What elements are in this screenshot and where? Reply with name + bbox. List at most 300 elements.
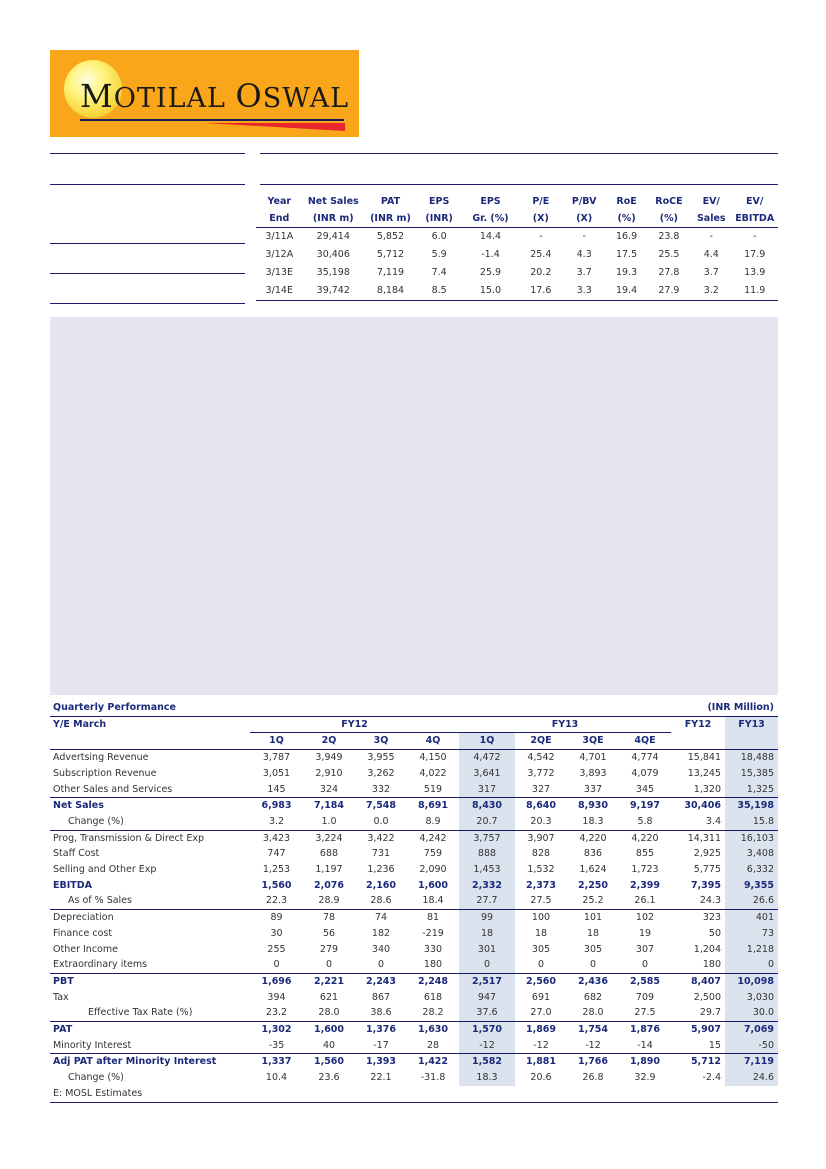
table-cell: 32.9 — [634, 1072, 656, 1084]
table-cell: 2,332 — [459, 878, 515, 894]
table-cell: 28 — [426, 1039, 440, 1051]
table-row — [50, 862, 778, 878]
table-row — [256, 264, 778, 282]
table-row — [256, 246, 778, 264]
column-header: (X) — [562, 210, 606, 228]
row-label: Net Sales — [50, 798, 250, 814]
table-cell: - — [582, 231, 586, 242]
table-cell: 8,430 — [459, 798, 515, 814]
column-header: RoCE — [655, 196, 683, 207]
table-cell: 30 — [270, 927, 283, 939]
table-cell: 50 — [708, 927, 721, 939]
table-cell: 836 — [583, 848, 603, 860]
table-cell: 8.9 — [425, 815, 441, 827]
table-cell: 4,542 — [527, 752, 555, 764]
table-cell: 102 — [619, 910, 671, 926]
fy12-total-header: FY12 — [684, 718, 712, 730]
table-cell: -12 — [533, 1039, 549, 1051]
table-cell: 5,775 — [693, 864, 721, 876]
table-cell: 27.7 — [459, 893, 515, 909]
table-cell: 4,242 — [407, 830, 459, 846]
row-label: Finance cost — [53, 927, 113, 939]
table-cell: 401 — [725, 910, 778, 926]
table-cell: 7,395 — [690, 879, 721, 891]
table-cell: 7.4 — [431, 267, 447, 278]
row-label: Tax — [53, 991, 69, 1003]
table-cell: 40 — [322, 1039, 336, 1051]
fy13-total-header: FY13 — [725, 716, 778, 733]
table-cell: 1,453 — [459, 862, 515, 878]
column-header: EV/ — [702, 196, 720, 207]
logo-swoosh — [205, 123, 345, 131]
table-cell: 2,373 — [525, 879, 557, 891]
table-cell: 1,560 — [261, 879, 292, 891]
table-cell: 18.3 — [582, 815, 604, 827]
table-cell: 78 — [303, 910, 355, 926]
table-cell: 20.6 — [530, 1072, 552, 1084]
table-cell: 1,876 — [619, 1022, 671, 1038]
table-cell: 4,774 — [631, 752, 659, 764]
divider — [260, 184, 778, 185]
table-cell: 888 — [459, 846, 515, 862]
table-cell: 709 — [635, 991, 655, 1003]
table-cell: 81 — [407, 910, 459, 926]
table-cell: -31.8 — [420, 1072, 446, 1084]
table-row — [50, 814, 778, 830]
table-row — [50, 782, 778, 798]
table-cell: 18.3 — [459, 1070, 515, 1086]
table-cell: 20.3 — [530, 815, 552, 827]
table-cell: 99 — [459, 910, 515, 926]
table-cell: 345 — [635, 783, 655, 795]
table-cell: -219 — [422, 927, 444, 939]
quarter-header-row — [50, 733, 778, 750]
table-cell: 6.0 — [431, 231, 447, 242]
table-cell: 22.3 — [265, 895, 288, 907]
table-cell: 307 — [635, 943, 655, 955]
row-label: PBT — [50, 973, 250, 989]
blank-cell — [50, 733, 250, 750]
table-cell: 28.2 — [422, 1007, 444, 1019]
table-cell: 3/13E — [265, 267, 293, 278]
table-cell: 39,742 — [303, 282, 364, 301]
divider — [50, 303, 245, 304]
table-cell: 1,582 — [459, 1054, 515, 1070]
table-cell: 19.3 — [615, 267, 638, 278]
table-cell: 5.8 — [637, 815, 653, 827]
period-header-row — [50, 716, 778, 733]
row-label: Minority Interest — [53, 1039, 132, 1051]
table-row — [50, 990, 778, 1006]
table-cell: 337 — [583, 783, 603, 795]
table-cell: 394 — [267, 991, 286, 1003]
table-cell: 24.6 — [725, 1070, 778, 1086]
quarter-header: 3Q — [355, 733, 407, 750]
table-row — [50, 973, 778, 989]
table-cell: 3/11A — [265, 231, 294, 242]
table-cell: 6,983 — [250, 798, 303, 814]
table-cell: 8,184 — [364, 282, 417, 301]
table-cell: 1,630 — [407, 1022, 459, 1038]
table-cell: 305 — [583, 943, 603, 955]
footnote-row — [50, 1086, 778, 1102]
table-cell: 1,197 — [315, 864, 343, 876]
table-cell: 1,723 — [631, 864, 659, 876]
table-cell: 1.0 — [321, 815, 337, 827]
ye-label: Y/E March — [53, 718, 107, 730]
table-cell: 0 — [725, 957, 778, 973]
table-row — [256, 228, 778, 247]
header-row — [256, 193, 778, 210]
table-row — [50, 878, 778, 894]
fy13-header: FY13 — [459, 716, 671, 733]
table-cell: 2,250 — [577, 879, 609, 891]
table-cell: 5,712 — [671, 1054, 725, 1070]
divider — [50, 273, 245, 274]
table-cell: 1,532 — [527, 864, 555, 876]
table-cell: 18 — [534, 927, 548, 939]
table-cell: 747 — [267, 848, 286, 860]
column-header: P/BV — [571, 196, 597, 207]
row-label: Change (%) — [68, 815, 124, 827]
table-cell: 1,376 — [355, 1022, 407, 1038]
table-cell: 3.3 — [562, 282, 606, 301]
table-cell: 2,500 — [693, 991, 721, 1003]
table-cell: 2,585 — [619, 973, 671, 989]
fy12-header: FY12 — [250, 716, 459, 733]
table-cell: 301 — [459, 942, 515, 958]
table-cell: 5.9 — [431, 249, 447, 260]
table-cell: 1,696 — [250, 973, 303, 989]
footnote: E: MOSL Estimates — [50, 1086, 778, 1102]
table-cell: 2,910 — [315, 767, 343, 779]
table-cell: 3,955 — [367, 752, 395, 764]
table-cell: 731 — [371, 848, 391, 860]
table-cell: 37.6 — [459, 1005, 515, 1021]
table-cell: 3.2 — [691, 282, 731, 301]
table-cell: 6,332 — [725, 862, 778, 878]
table-cell: 17.6 — [520, 282, 562, 301]
table-cell: 28.9 — [318, 895, 340, 907]
table-row — [50, 926, 778, 942]
divider — [50, 184, 245, 185]
column-header: (%) — [606, 210, 646, 228]
table-cell: 29.7 — [699, 1007, 721, 1019]
quarter-header: 1Q — [459, 733, 515, 750]
table-cell: 28.6 — [370, 895, 392, 907]
row-label: Other Income — [53, 943, 118, 955]
column-header: Gr. (%) — [461, 210, 519, 228]
table-cell: 0.0 — [373, 815, 389, 827]
table-cell: 1,881 — [515, 1054, 567, 1070]
table-cell: 1,320 — [693, 783, 721, 795]
table-cell: 30,406 — [671, 798, 725, 814]
logo-underline — [80, 119, 344, 121]
row-label: Advertsing Revenue — [53, 752, 149, 764]
title-row — [50, 700, 778, 716]
shaded-panel — [50, 317, 778, 695]
logo-text: MOTILAL OSWAL — [80, 77, 350, 115]
blank-cell — [671, 733, 725, 750]
table-cell: 22.1 — [370, 1072, 392, 1084]
row-label: Staff Cost — [53, 848, 100, 860]
table-cell: 7,119 — [376, 267, 405, 278]
divider — [260, 153, 778, 154]
table-cell: 2,517 — [459, 973, 515, 989]
table-cell: -14 — [637, 1039, 653, 1051]
table-cell: 11.9 — [731, 282, 778, 301]
table-cell: 4,079 — [631, 767, 659, 779]
table-cell: - — [752, 231, 757, 242]
table-cell: 19 — [638, 927, 652, 939]
table-cell: 3.7 — [703, 267, 719, 278]
row-label: Prog, Transmission & Direct Exp — [50, 830, 250, 846]
table-cell: 0 — [325, 959, 333, 971]
table-cell: 5,907 — [671, 1022, 725, 1038]
table-cell: 8,691 — [407, 798, 459, 814]
table-cell: 16,103 — [725, 830, 778, 846]
table-cell: 8.5 — [417, 282, 461, 301]
table-cell: 4,472 — [459, 750, 515, 766]
table-cell: 8,930 — [567, 798, 619, 814]
table-cell: 23.6 — [318, 1072, 340, 1084]
table-cell: 3/12A — [265, 249, 294, 260]
table-row — [50, 1070, 778, 1086]
table-row — [50, 798, 778, 814]
table-cell: 100 — [515, 910, 567, 926]
table-cell: 25.5 — [658, 249, 680, 260]
table-cell: 1,302 — [250, 1022, 303, 1038]
table-cell: 305 — [531, 943, 551, 955]
table-cell: 26.1 — [634, 895, 656, 907]
table-cell: 867 — [371, 991, 391, 1003]
table-cell: 28.0 — [582, 1007, 604, 1019]
table-cell: 2,076 — [313, 879, 345, 891]
table-cell: 27.5 — [634, 1007, 656, 1019]
table-cell: 0 — [273, 959, 280, 971]
table-cell: 0 — [589, 959, 597, 971]
table-cell: 4.3 — [576, 249, 592, 260]
quarter-header: 1Q — [250, 733, 303, 750]
table-cell: 14,311 — [671, 830, 725, 846]
table-cell: 2,925 — [693, 848, 721, 860]
table-cell: 180 — [423, 959, 443, 971]
table-cell: 7,119 — [725, 1054, 778, 1070]
key-financials-table — [256, 193, 778, 301]
table-cell: 28.0 — [318, 1007, 340, 1019]
table-cell: 3,422 — [355, 830, 407, 846]
table-cell: 324 — [319, 783, 339, 795]
table-cell: 26.8 — [582, 1072, 604, 1084]
table-cell: 4,701 — [579, 752, 607, 764]
table-row — [50, 910, 778, 926]
table-row — [50, 750, 778, 766]
table-cell: 3.2 — [268, 815, 285, 827]
table-cell: - — [539, 231, 543, 242]
table-cell: 15.8 — [725, 814, 778, 830]
table-cell: 56 — [322, 927, 336, 939]
table-cell: 3,030 — [725, 990, 778, 1006]
table-cell: 2,221 — [303, 973, 355, 989]
table-row — [50, 830, 778, 846]
table-cell: 3,757 — [459, 830, 515, 846]
table-cell: 18 — [586, 927, 600, 939]
row-label: Adj PAT after Minority Interest — [50, 1054, 250, 1070]
table-cell: 15 — [708, 1039, 721, 1051]
divider — [50, 243, 245, 244]
table-cell: -12 — [585, 1039, 601, 1051]
column-header: EPS — [480, 196, 501, 207]
table-cell: 18,488 — [725, 750, 778, 766]
table-cell: 3,224 — [303, 830, 355, 846]
table-cell: 323 — [671, 910, 725, 926]
table-cell: 101 — [567, 910, 619, 926]
table-cell: 2,399 — [629, 879, 661, 891]
table-cell: 3.7 — [576, 267, 592, 278]
table-cell: 8,407 — [671, 973, 725, 989]
table-cell: 5,712 — [376, 249, 405, 260]
table-cell: 855 — [635, 848, 655, 860]
table-cell: 4.4 — [703, 249, 719, 260]
column-header: EBITDA — [731, 210, 778, 228]
table-cell: 73 — [725, 926, 778, 942]
row-label: Depreciation — [50, 910, 250, 926]
table-cell: 759 — [423, 848, 443, 860]
divider — [50, 153, 245, 154]
table-cell: 15.0 — [461, 282, 519, 301]
table-cell: 340 — [371, 943, 391, 955]
table-cell: 1,337 — [250, 1054, 303, 1070]
table-cell: 332 — [371, 783, 391, 795]
table-cell: 30.0 — [725, 1005, 778, 1021]
column-header: EV/ — [746, 196, 764, 207]
table-cell: 2,243 — [355, 973, 407, 989]
table-cell: 1,570 — [459, 1022, 515, 1038]
table-cell: 1,325 — [725, 782, 778, 798]
row-label: As of % Sales — [68, 895, 132, 907]
table-cell: 1,218 — [725, 942, 778, 958]
row-label: EBITDA — [53, 879, 92, 891]
row-label: Extraordinary items — [53, 959, 148, 971]
table-cell: 15,385 — [725, 766, 778, 782]
table-cell: 3/14E — [256, 282, 303, 301]
table-cell: 17.5 — [615, 249, 638, 260]
table-cell: 7,069 — [725, 1022, 778, 1038]
table-cell: 327 — [531, 783, 551, 795]
unit-label: (INR Million) — [619, 700, 778, 716]
table-cell: 688 — [319, 848, 339, 860]
quarter-header: 3QE — [567, 733, 619, 750]
table-cell: 947 — [459, 990, 515, 1006]
table-cell: 2,560 — [515, 973, 567, 989]
table-cell: 618 — [423, 991, 443, 1003]
table-cell: 8,640 — [515, 798, 567, 814]
quarter-header: 4QE — [619, 733, 671, 750]
table-cell: 682 — [583, 991, 603, 1003]
table-cell: 4,220 — [567, 830, 619, 846]
table-cell: 2,090 — [419, 864, 447, 876]
quarter-header: 2Q — [303, 733, 355, 750]
table-cell: 13.9 — [744, 267, 766, 278]
table-cell: 10,098 — [725, 973, 778, 989]
blank-cell — [725, 733, 778, 750]
table-row — [50, 942, 778, 958]
table-cell: 0 — [459, 957, 515, 973]
column-header: End — [256, 210, 303, 228]
table-cell: 828 — [531, 848, 551, 860]
table-cell: 3,423 — [250, 830, 303, 846]
table-cell: 27.0 — [530, 1007, 552, 1019]
table-cell: 3,408 — [725, 846, 778, 862]
column-header: (%) — [647, 210, 691, 228]
motilal-oswal-logo — [50, 50, 359, 137]
table-cell: 1,869 — [515, 1022, 567, 1038]
table-cell: 1,422 — [407, 1054, 459, 1070]
table-cell: 1,393 — [355, 1054, 407, 1070]
table-row — [256, 282, 778, 301]
table-cell: 20.2 — [530, 267, 552, 278]
table-cell: 27.8 — [658, 267, 680, 278]
table-cell: 4,220 — [619, 830, 671, 846]
column-header: Net Sales — [307, 196, 359, 207]
table-cell: 4,150 — [419, 752, 447, 764]
table-cell: 17.9 — [744, 249, 766, 260]
table-cell: 691 — [531, 991, 551, 1003]
quarter-header: 2QE — [515, 733, 567, 750]
table-cell: 18.4 — [422, 895, 444, 907]
table-cell: 1,560 — [303, 1054, 355, 1070]
table-cell: 3,787 — [262, 752, 291, 764]
table-cell: 317 — [459, 782, 515, 798]
table-cell: 1,204 — [693, 943, 721, 955]
row-label: Subscription Revenue — [53, 767, 157, 779]
table-row — [50, 1038, 778, 1054]
column-header: (X) — [520, 210, 562, 228]
column-header: (INR) — [417, 210, 461, 228]
header-row — [256, 210, 778, 228]
table-cell: 182 — [371, 927, 391, 939]
table-cell: 7,184 — [303, 798, 355, 814]
table-cell: -2.4 — [702, 1072, 721, 1084]
table-cell: 3,641 — [459, 766, 515, 782]
table-cell: 4,022 — [419, 767, 447, 779]
table-row — [50, 766, 778, 782]
column-header: P/E — [532, 196, 550, 207]
table-cell: 29,414 — [316, 231, 350, 242]
table-cell: 1,754 — [567, 1022, 619, 1038]
table-cell: 13,245 — [687, 767, 721, 779]
table-cell: 0 — [537, 959, 545, 971]
column-header: Year — [267, 196, 292, 207]
row-label: Other Sales and Services — [53, 783, 173, 795]
table-cell: 15,841 — [687, 752, 721, 764]
table-cell: 9,197 — [619, 798, 671, 814]
table-cell: 25.2 — [582, 895, 604, 907]
table-cell: 18 — [459, 926, 515, 942]
row-label: Effective Tax Rate (%) — [88, 1007, 193, 1019]
table-cell: 3,893 — [579, 767, 607, 779]
table-row — [50, 1005, 778, 1021]
row-label: Selling and Other Exp — [53, 864, 157, 876]
table-cell: 23.8 — [658, 231, 680, 242]
column-header: (INR m) — [364, 210, 417, 228]
table-cell: 26.6 — [725, 893, 778, 909]
table-cell: 35,198 — [316, 267, 350, 278]
table-cell: 621 — [319, 991, 339, 1003]
table-row — [50, 893, 778, 909]
table-cell: 145 — [267, 783, 286, 795]
table-title: Quarterly Performance — [50, 700, 619, 716]
